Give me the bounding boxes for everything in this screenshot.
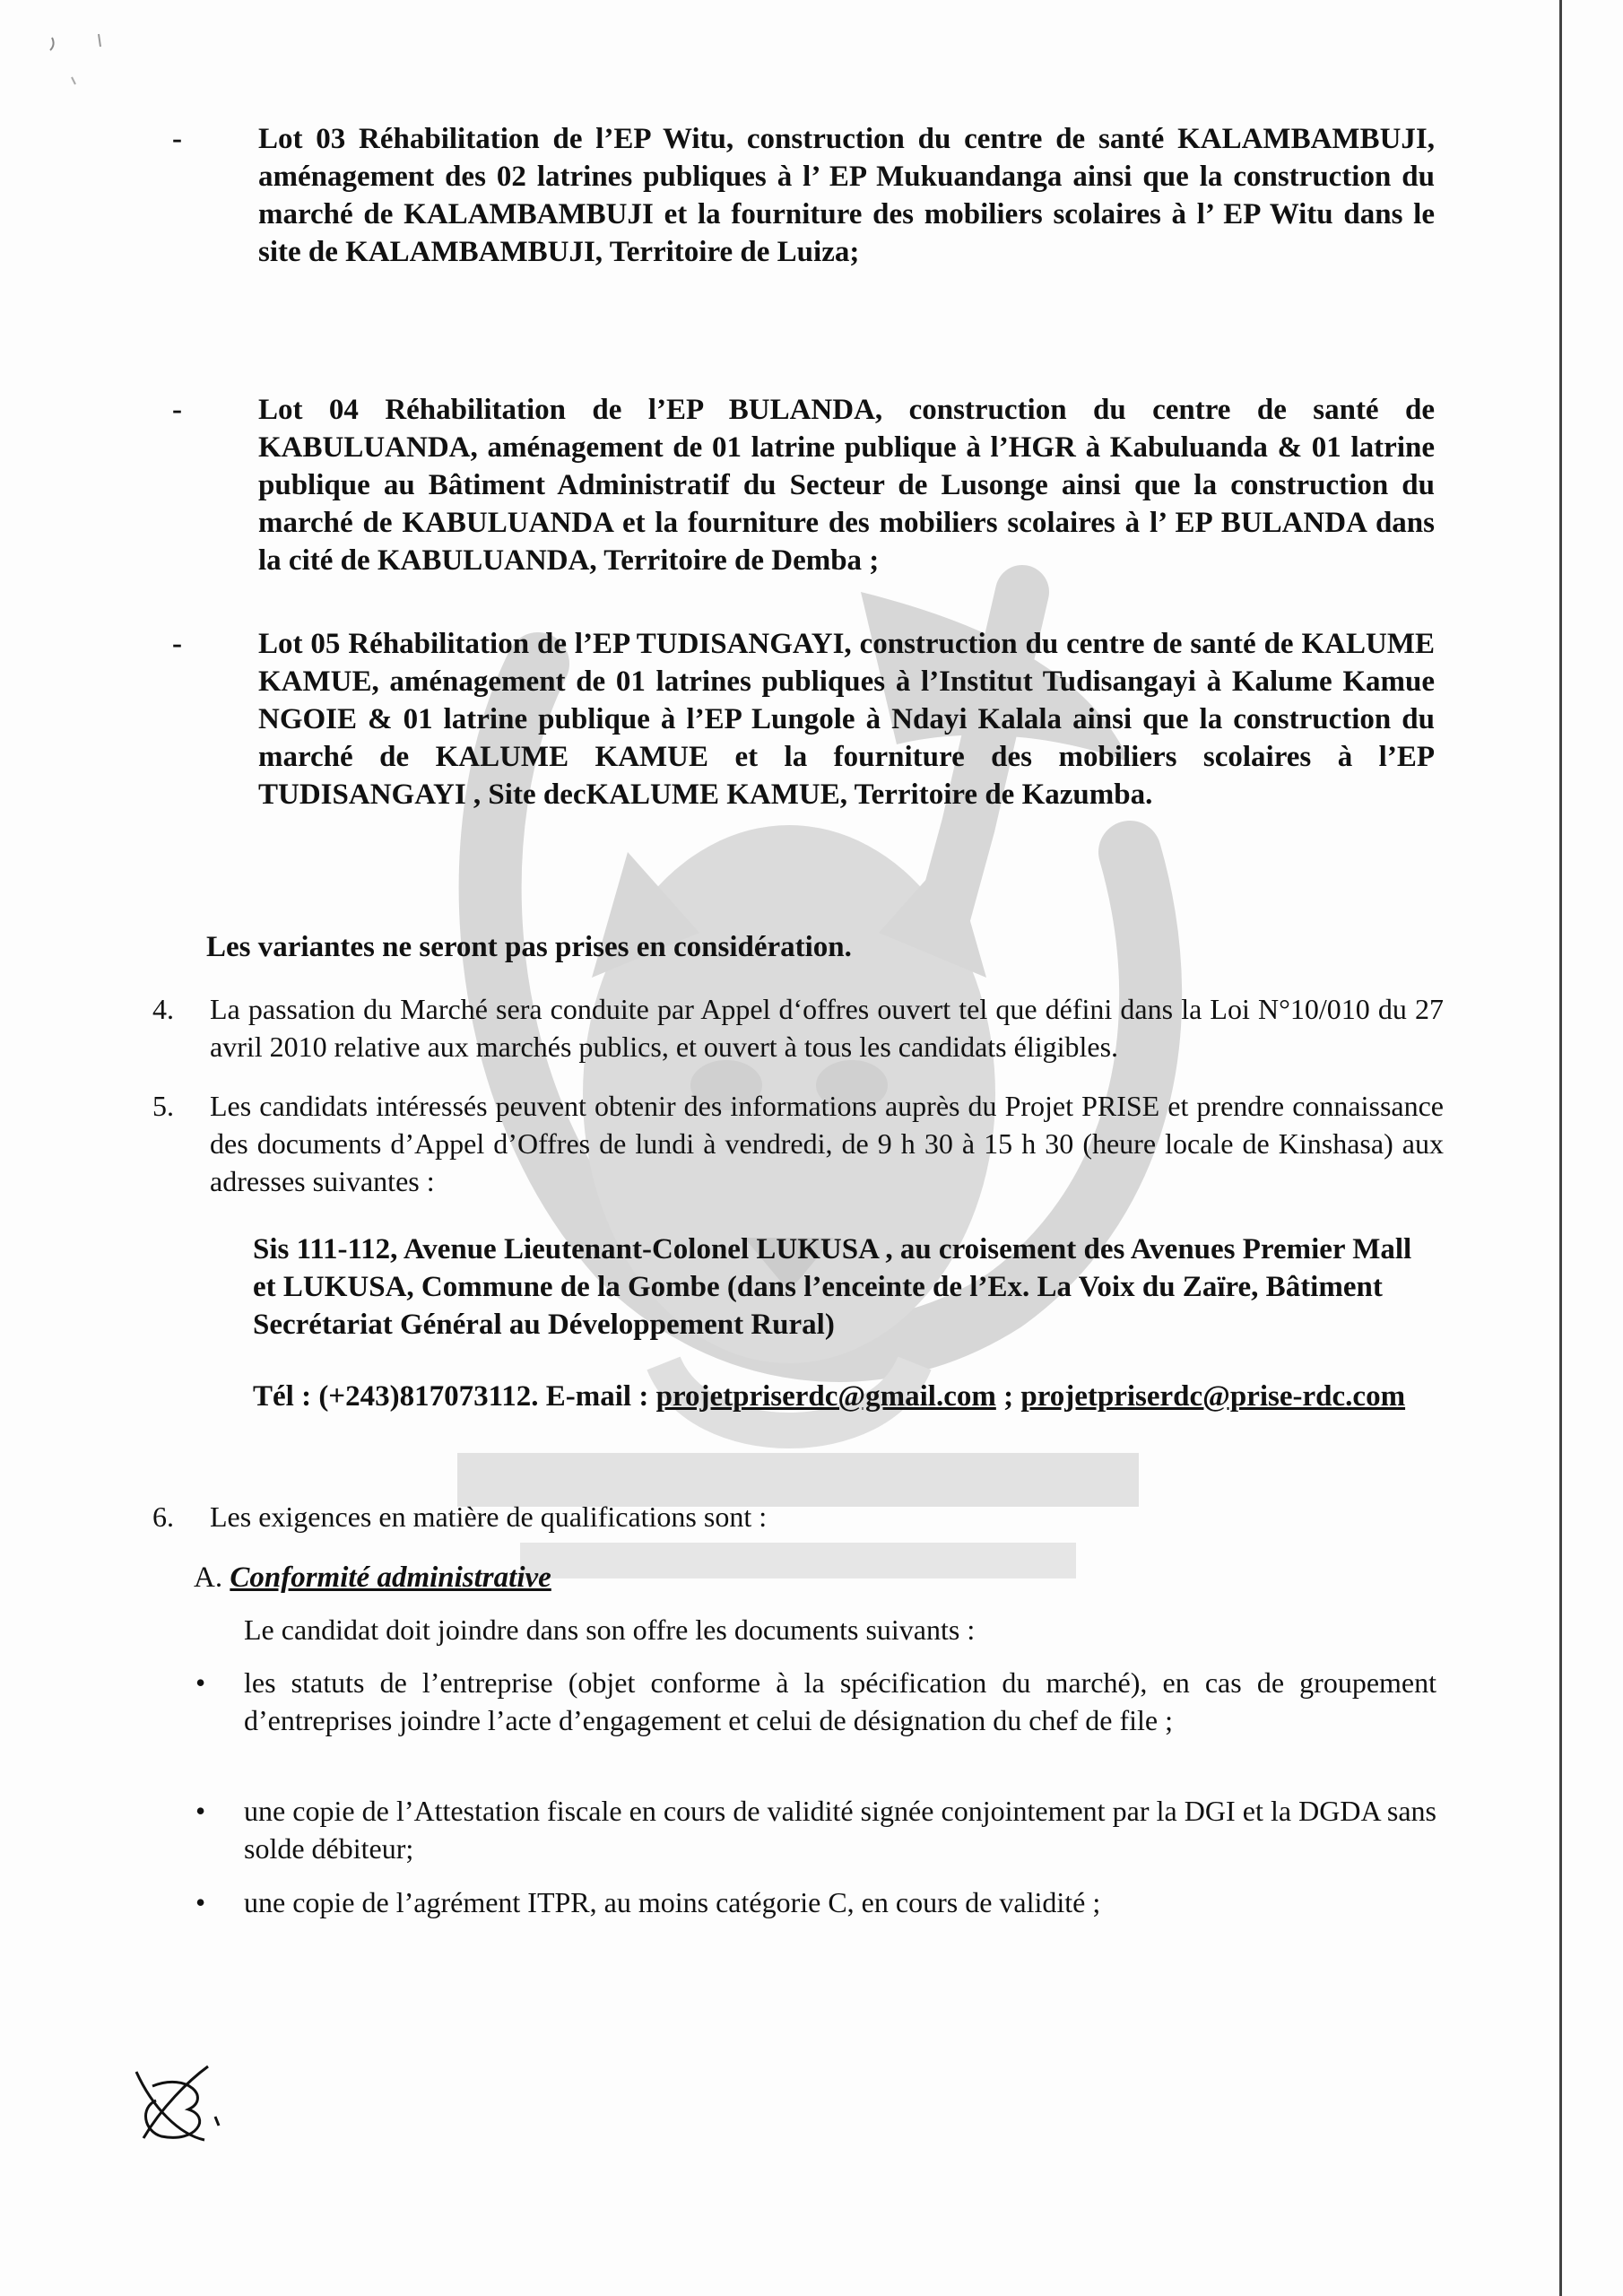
bullet-text: une copie de l’Attestation fiscale en cours de validité signée conjointement par la DGI et la DGDA sans solde débiteur; <box>244 1795 1436 1865</box>
dash-marker: - <box>172 394 182 426</box>
lot-05-item <box>172 625 1435 813</box>
email-link-gmail[interactable]: projetpriserdc@gmail.com <box>655 1380 996 1413</box>
email-link-prise[interactable]: projetpriserdc@prise-rdc.com <box>1020 1380 1406 1413</box>
lot-05-text: Lot 05 Réhabilitation de l’EP TUDISANGAYI, construction du centre de santé de KALUME KAMUE, aménagement de 01 latrines publiques à l’Institut Tudisangayi à Kalume Kamue NGOIE & 01 latrine publique à l’EP Lungole à Ndayi Kalala ainsi que la construction du marché de KALUME KAMUE et la fourniture des mobiliers scolaires à l’EP TUDISANGAYI , Site decKALUME KAMUE, Territoire de Kazumba. <box>258 628 1435 811</box>
handwritten-initials-signature <box>126 2054 224 2152</box>
item-4-text: La passation du Marché sera conduite par Appel d‘offres ouvert tel que défini dans la Loi N°10/010 du 27 avril 2010 relative aux marchés publics, et ouvert à tous les candidats éligibles. <box>210 993 1444 1063</box>
bullet-item <box>195 1883 1436 1921</box>
section-a-intro: Le candidat doit joindre dans son offre les documents suivants : <box>244 1613 976 1646</box>
bullet-icon: • <box>195 1886 206 1918</box>
bullet-text: les statuts de l’entreprise (objet conforme à la spécification du marché), en cas de groupement d’entreprises joindre l’acte d’engagement et celui de désignation du chef de file ; <box>244 1666 1436 1736</box>
bullet-text: une copie de l’agrément ITPR, au moins catégorie C, en cours de validité ; <box>244 1886 1101 1918</box>
address-block: Sis 111-112, Avenue Lieutenant-Colonel LUKUSA , au croisement des Avenues Premier Mall et LUKUSA, Commune de la Gombe (dans l’enceinte de l’Ex. La Voix du Zaïre, Bâtiment Secrétariat Général au Développement Rural) <box>253 1233 1412 1341</box>
item-4 <box>152 990 1444 1065</box>
email-separator: ; <box>995 1380 1021 1413</box>
item-number: 4. <box>152 993 174 1025</box>
bullet-icon: • <box>195 1795 206 1827</box>
section-letter: A. <box>194 1561 223 1594</box>
item-6-text: Les exigences en matière de qualifications sont : <box>210 1500 768 1533</box>
bullet-item <box>195 1664 1436 1739</box>
item-number: 6. <box>152 1500 174 1533</box>
bullet-item <box>195 1792 1436 1867</box>
dash-marker: - <box>172 628 182 660</box>
phone-label: Tél : (+243)817073112. E-mail : <box>253 1380 656 1413</box>
section-title: Conformité administrative <box>230 1561 551 1594</box>
variantes-note: Les variantes ne seront pas prises en considération. <box>206 931 852 963</box>
bullet-icon: • <box>195 1666 206 1699</box>
item-number: 5. <box>152 1090 174 1122</box>
lot-04-item <box>172 391 1435 579</box>
item-6 <box>152 1498 1444 1535</box>
dash-marker: - <box>172 123 182 155</box>
item-5-text: Les candidats intéressés peuvent obtenir des informations auprès du Projet PRISE et prendre connaissance des documents d’Appel d’Offres de lundi à vendredi, de 9 h 30 à 15 h 30 (heure locale de Kinshasa) aux adresses suivantes : <box>210 1090 1444 1197</box>
contact-line <box>253 1378 1433 1415</box>
section-a-heading <box>194 1559 551 1596</box>
lot-03-text: Lot 03 Réhabilitation de l’EP Witu, construction du centre de santé KALAMBAMBUJI, aménagement des 02 latrines publiques à l’ EP Mukuandanga ainsi que la construction du marché de KALAMBAMBUJI et la fourniture des mobiliers scolaires à l’ EP Witu dans le site de KALAMBAMBUJI, Territoire de Luiza; <box>258 123 1435 268</box>
item-5 <box>152 1087 1444 1200</box>
lot-04-text: Lot 04 Réhabilitation de l’EP BULANDA, construction du centre de santé de KABULUANDA, aménagement de 01 latrine publique à l’HGR à Kabuluanda & 01 latrine publique au Bâtiment Administratif du Secteur de Lusonge ainsi que la construction du marché de KABULUANDA et la fourniture des mobiliers scolaires à l’ EP BULANDA dans la cité de KABULUANDA, Territoire de Demba ; <box>258 394 1435 577</box>
lot-03-item <box>172 120 1435 271</box>
